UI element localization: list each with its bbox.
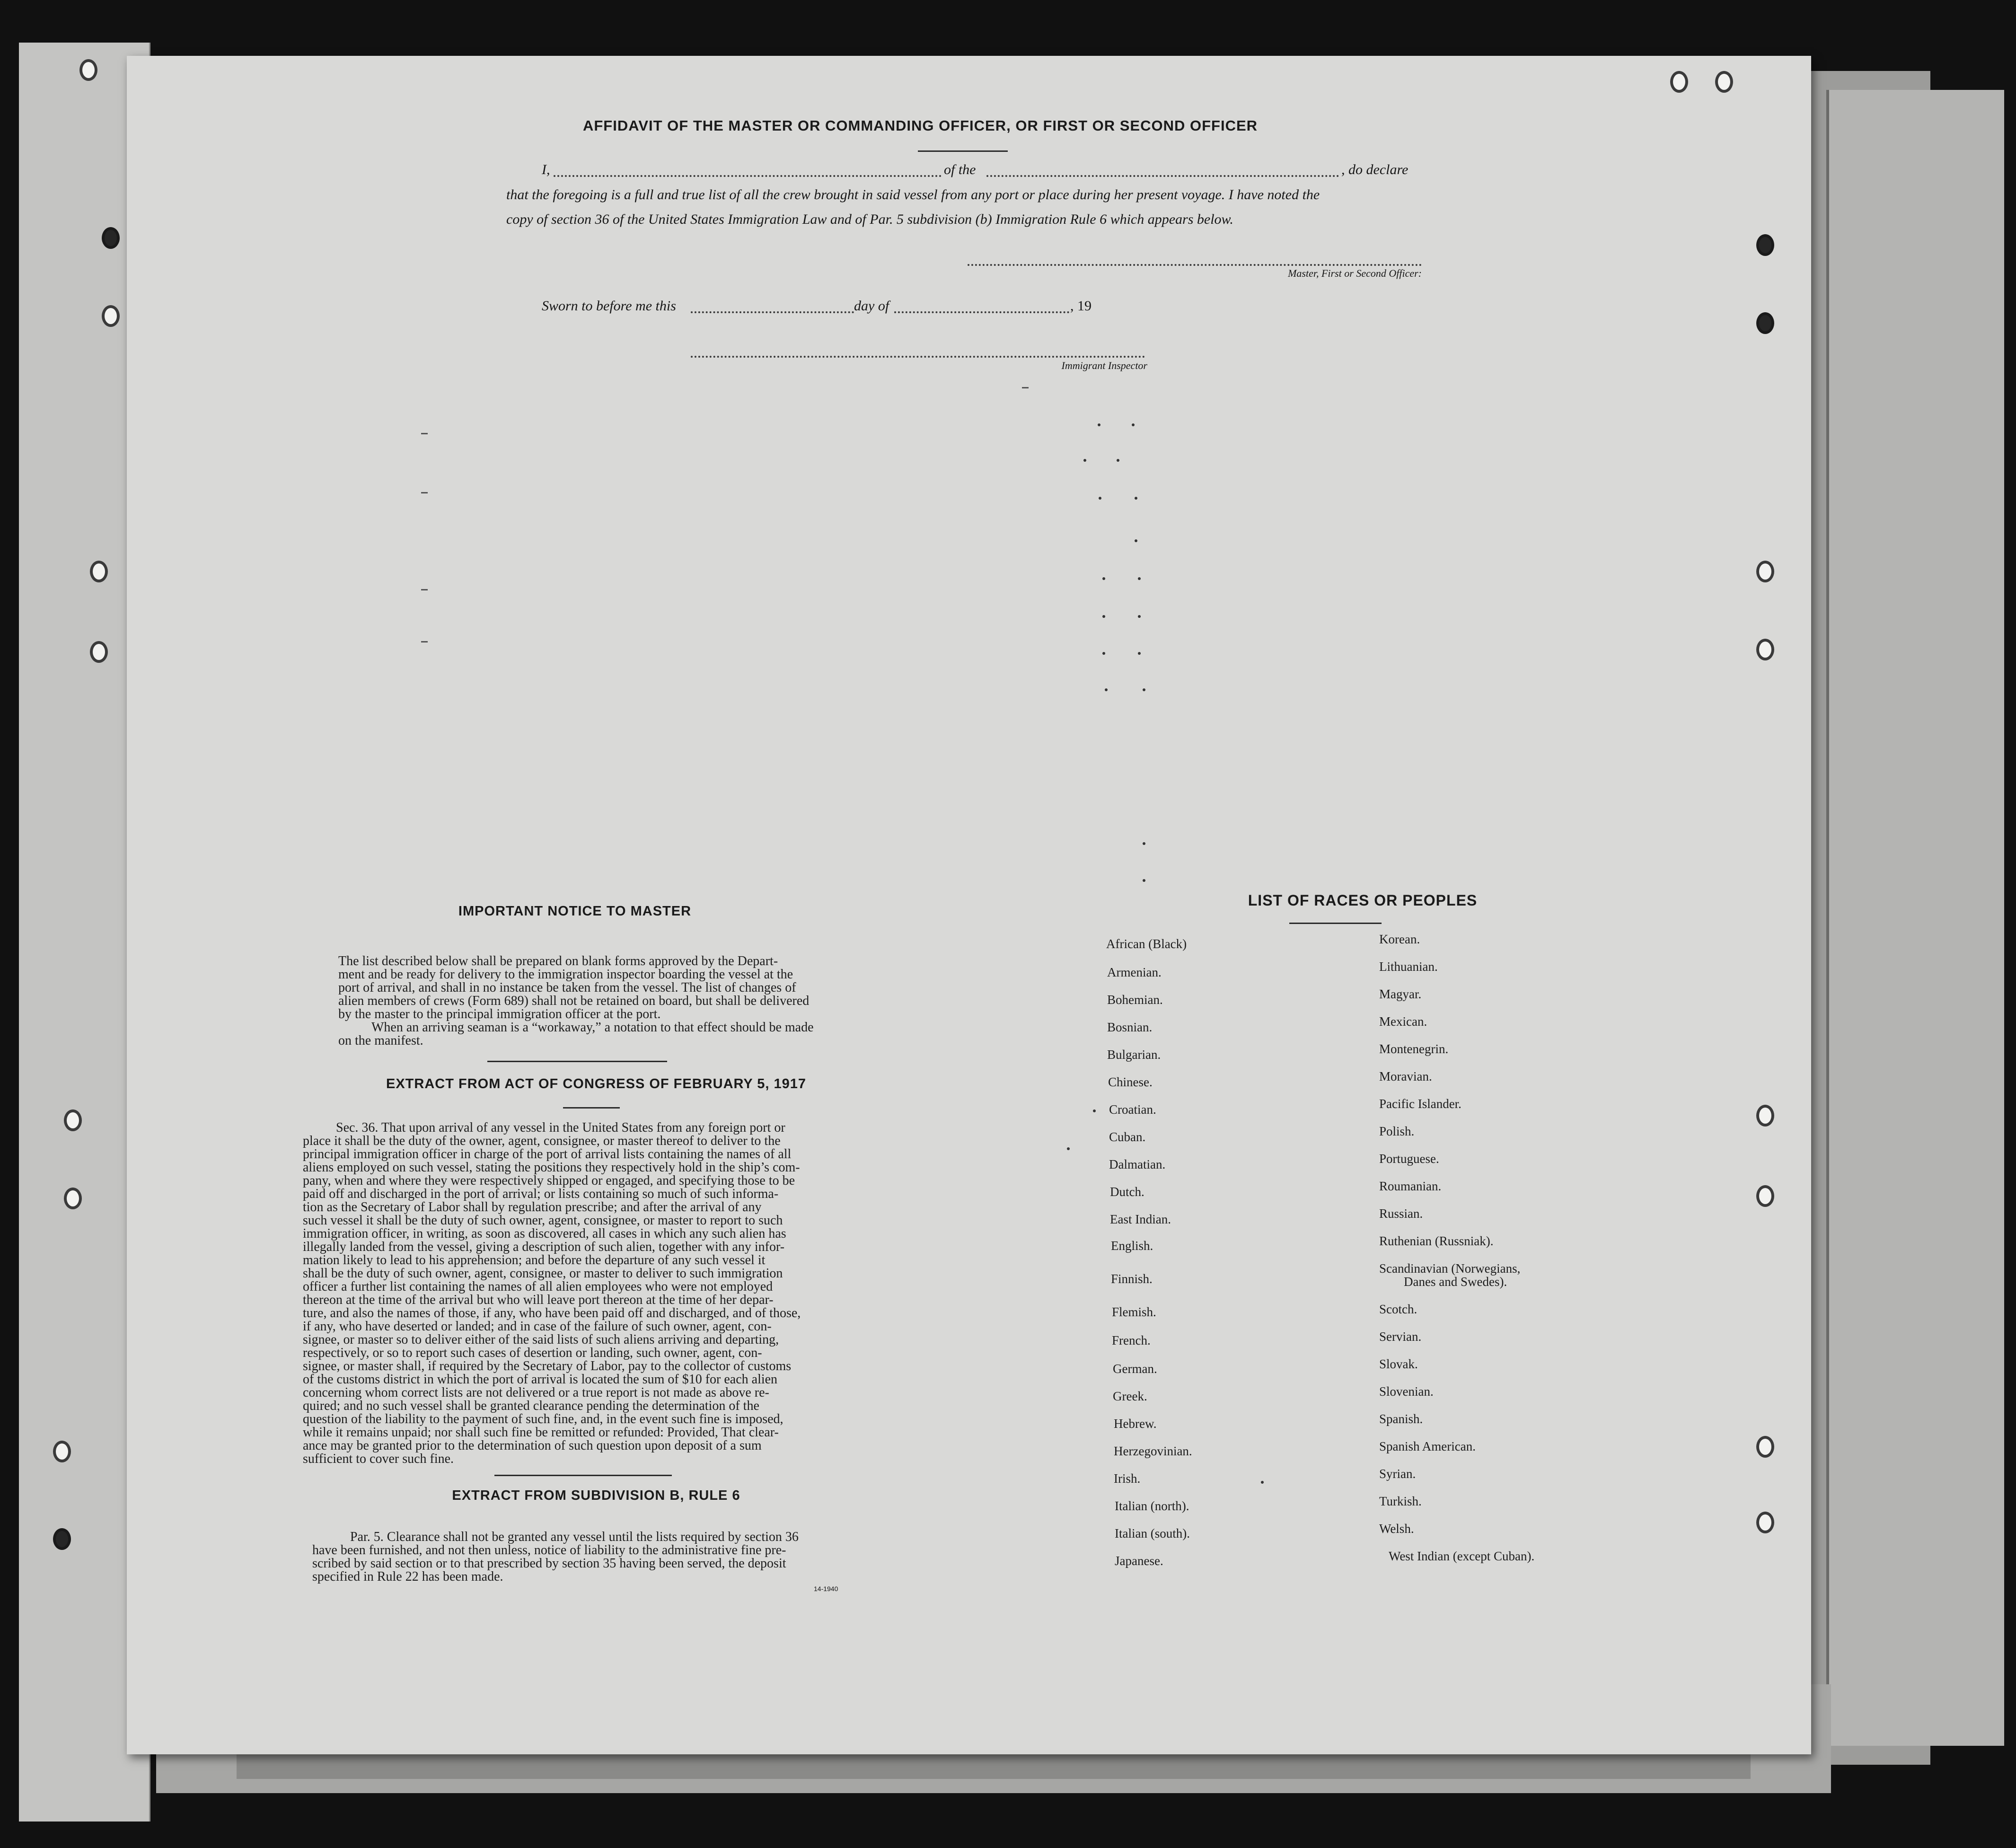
stray-mark bbox=[1067, 1147, 1070, 1150]
race-item: Portuguese. bbox=[1379, 1152, 1439, 1166]
race-item: Lithuanian. bbox=[1379, 959, 1438, 974]
extract-line: tion as the Secretary of Labor shall by regulation prescribe; and after the arrival of any bbox=[303, 1200, 762, 1214]
affidavit-line1-mid: of the bbox=[944, 162, 976, 177]
officer-signature-field[interactable] bbox=[968, 264, 1422, 266]
stray-mark bbox=[1102, 577, 1105, 580]
race-item: West Indian (except Cuban). bbox=[1389, 1549, 1535, 1563]
race-item: German. bbox=[1113, 1362, 1157, 1376]
vessel-name-field[interactable] bbox=[986, 175, 1339, 177]
stray-mark bbox=[1098, 423, 1100, 426]
form-number: 14-1940 bbox=[814, 1585, 838, 1593]
stray-mark bbox=[1132, 423, 1135, 426]
stray-mark bbox=[421, 433, 428, 434]
punch-hole bbox=[102, 227, 120, 249]
extract-line: thereon at the time of the arrival but who will leave port thereon at the time of her depar- bbox=[303, 1293, 774, 1307]
stray-mark bbox=[1093, 1109, 1096, 1112]
race-item: Danes and Swedes). bbox=[1404, 1275, 1507, 1289]
race-item: English. bbox=[1111, 1239, 1153, 1253]
race-item: Welsh. bbox=[1379, 1522, 1414, 1536]
master-name-field[interactable] bbox=[554, 175, 942, 177]
extract-line: ture, and also the names of those, if any, who have been paid off and discharged, and of those, bbox=[303, 1306, 801, 1320]
race-item: Mexican. bbox=[1379, 1014, 1427, 1029]
race-item: Cuban. bbox=[1109, 1130, 1146, 1144]
signature-label: Master, First or Second Officer: bbox=[1288, 267, 1422, 279]
race-item: Slovenian. bbox=[1379, 1384, 1434, 1399]
divider bbox=[918, 150, 1008, 152]
stray-mark bbox=[1102, 652, 1105, 655]
sworn-mid: day of bbox=[854, 298, 889, 314]
extract-line: concerning whom correct lists are not delivered or a true report is not made as above re- bbox=[303, 1385, 769, 1400]
affidavit-line2: that the foregoing is a full and true list of all the crew brought in said vessel from any port or place during her present voyage. I have noted the bbox=[506, 187, 1320, 202]
notice-line: by the master to the principal immigration officer at the port. bbox=[338, 1007, 661, 1021]
extract-line: question of the liability to the payment of such fine, and, in the event such fine is imposed, bbox=[303, 1412, 784, 1426]
race-item: Russian. bbox=[1379, 1206, 1423, 1221]
race-item: Irish. bbox=[1114, 1471, 1141, 1486]
race-item: Dutch. bbox=[1110, 1185, 1144, 1199]
race-item: Greek. bbox=[1113, 1389, 1147, 1403]
stray-mark bbox=[1099, 497, 1101, 500]
extract-line: respectively, or so to report such cases of desertion or landing, such owner, agent, con- bbox=[303, 1346, 762, 1360]
affidavit-title: AFFIDAVIT OF THE MASTER OR COMMANDING OFFICER, OR FIRST OR SECOND OFFICER bbox=[582, 117, 1258, 134]
stray-mark bbox=[1143, 688, 1145, 691]
notice-title: IMPORTANT NOTICE TO MASTER bbox=[458, 904, 692, 919]
stray-mark bbox=[1083, 459, 1086, 462]
extract-line: paid off and discharged in the port of arrival; or lists containing so much of such informa- bbox=[303, 1187, 779, 1201]
race-item: Polish. bbox=[1379, 1124, 1415, 1138]
race-item: Spanish. bbox=[1379, 1412, 1423, 1426]
extract-line: officer a further list containing the names of all alien employees who were not employed bbox=[303, 1279, 773, 1294]
punch-hole bbox=[1670, 71, 1688, 93]
race-item: Bohemian. bbox=[1107, 993, 1163, 1007]
inspector-signature-field[interactable] bbox=[691, 356, 1145, 358]
stray-mark bbox=[1138, 615, 1141, 618]
extract-line: have been furnished, and not then unless, notice of liability to the administrative fine pre- bbox=[312, 1543, 786, 1558]
stray-mark bbox=[1135, 497, 1137, 500]
race-item: Finnish. bbox=[1111, 1272, 1153, 1286]
punch-hole bbox=[1756, 1512, 1774, 1533]
race-item: Croatian. bbox=[1109, 1102, 1156, 1117]
race-item: Hebrew. bbox=[1114, 1417, 1157, 1431]
punch-hole bbox=[102, 305, 120, 327]
race-item: Scandinavian (Norwegians, bbox=[1379, 1261, 1521, 1276]
race-item: Syrian. bbox=[1379, 1467, 1416, 1481]
race-item: Chinese. bbox=[1108, 1075, 1153, 1089]
inspector-label: Immigrant Inspector bbox=[1061, 360, 1147, 371]
notice-line: The list described below shall be prepared on blank forms approved by the Depart- bbox=[338, 954, 778, 968]
notice-line: port of arrival, and shall in no instance be taken from the vessel. The list of changes of bbox=[338, 980, 796, 995]
races-left-column bbox=[1102, 937, 1348, 1571]
affidavit-line1-suffix: , do declare bbox=[1341, 162, 1409, 177]
punch-hole bbox=[1715, 71, 1733, 93]
extract-line: mation likely to lead to his apprehension; and before the departure of any such vessel it bbox=[303, 1253, 766, 1267]
race-item: Moravian. bbox=[1379, 1069, 1432, 1083]
race-item: Italian (north). bbox=[1115, 1499, 1189, 1513]
punch-hole bbox=[1756, 561, 1774, 582]
race-item: Magyar. bbox=[1379, 987, 1422, 1001]
extract-line: scribed by said section or to that prescribed by section 35 having been served, the deposit bbox=[312, 1556, 786, 1571]
divider bbox=[563, 1107, 620, 1109]
stray-mark bbox=[421, 589, 428, 590]
punch-hole bbox=[1756, 312, 1774, 334]
extract-line: while it remains unpaid; nor shall such fine be remitted or refunded: Provided, That clear- bbox=[303, 1425, 779, 1440]
extract2-body bbox=[312, 1531, 863, 1584]
race-item: Bulgarian. bbox=[1107, 1047, 1161, 1062]
divider bbox=[1289, 923, 1382, 924]
extract-line: place it shall be the duty of the owner, agent, consignee, or master thereof to deliver to the bbox=[303, 1134, 781, 1148]
stray-mark bbox=[1022, 387, 1029, 388]
punch-hole bbox=[1756, 639, 1774, 660]
sworn-prefix: Sworn to before me this bbox=[542, 298, 676, 314]
extract2-title: EXTRACT FROM SUBDIVISION B, RULE 6 bbox=[452, 1488, 740, 1503]
sworn-year-prefix: , 19 bbox=[1070, 298, 1092, 314]
punch-hole bbox=[64, 1188, 82, 1209]
notice-line: When an arriving seaman is a “workaway,” a notation to that effect should be made bbox=[371, 1020, 814, 1035]
race-item: Roumanian. bbox=[1379, 1179, 1442, 1193]
affidavit-line3: copy of section 36 of the United States Immigration Law and of Par. 5 subdivision (b) Immigration Rule 6 which appears below. bbox=[506, 211, 1233, 227]
stray-mark bbox=[1117, 459, 1119, 462]
punch-hole bbox=[1756, 234, 1774, 256]
extract-line: specified in Rule 22 has been made. bbox=[312, 1569, 503, 1584]
extract-line: pany, when and where they were respectively shipped or engaged, and specifying those to be bbox=[303, 1173, 795, 1188]
stray-mark bbox=[1138, 577, 1141, 580]
stray-mark bbox=[1135, 539, 1137, 542]
punch-hole bbox=[64, 1109, 82, 1131]
stray-mark bbox=[1105, 688, 1108, 691]
race-item: Korean. bbox=[1379, 932, 1420, 946]
race-item: African (Black) bbox=[1106, 937, 1187, 951]
race-item: Flemish. bbox=[1112, 1305, 1156, 1319]
punch-hole bbox=[53, 1528, 71, 1550]
extract-line: immigration officer, in writing, as soon as discovered, all cases in which any such alien has bbox=[303, 1226, 786, 1241]
notice-line: alien members of crews (Form 689) shall not be retained on board, but shall be delivered bbox=[338, 994, 810, 1008]
race-item: Bosnian. bbox=[1107, 1020, 1153, 1034]
race-item: Montenegrin. bbox=[1379, 1042, 1449, 1056]
extract1-title: EXTRACT FROM ACT OF CONGRESS OF FEBRUARY 5, 1917 bbox=[386, 1076, 807, 1091]
race-item: Armenian. bbox=[1107, 965, 1162, 979]
stray-mark bbox=[1143, 842, 1145, 845]
divider bbox=[494, 1475, 672, 1476]
race-item: Spanish American. bbox=[1379, 1439, 1476, 1453]
sworn-month-field[interactable] bbox=[894, 311, 1069, 313]
punch-hole bbox=[90, 561, 108, 582]
divider bbox=[487, 1061, 667, 1062]
extract-line: such vessel it shall be the duty of such owner, agent, consignee, or master to report to such bbox=[303, 1213, 783, 1228]
race-item: Italian (south). bbox=[1115, 1526, 1190, 1540]
sworn-day-field[interactable] bbox=[691, 311, 854, 313]
extract-line: Sec. 36. That upon arrival of any vessel in the United States from any foreign port or bbox=[336, 1120, 785, 1135]
extract-line: sufficient to cover such fine. bbox=[303, 1452, 454, 1466]
race-item: Herzegovinian. bbox=[1114, 1444, 1192, 1458]
race-item: East Indian. bbox=[1110, 1212, 1171, 1226]
extract-line: of the customs district in which the port of arrival is located the sum of $10 for each alien bbox=[303, 1372, 778, 1387]
races-right-column bbox=[1379, 932, 1625, 1566]
races-title: LIST OF RACES OR PEOPLES bbox=[1248, 892, 1478, 909]
extract-line: Par. 5. Clearance shall not be granted any vessel until the lists required by section 36 bbox=[350, 1530, 799, 1544]
extract-line: signee, or master shall, if required by the Secretary of Labor, pay to the collector of customs bbox=[303, 1359, 792, 1373]
race-item: Slovak. bbox=[1379, 1357, 1418, 1371]
punch-hole bbox=[1756, 1185, 1774, 1207]
notice-body bbox=[338, 955, 852, 1047]
extract1-body bbox=[303, 1121, 854, 1466]
stray-mark bbox=[1138, 652, 1141, 655]
race-item: Ruthenian (Russniak). bbox=[1379, 1234, 1494, 1248]
extract-line: aliens employed on such vessel, stating the positions they respectively hold in the ship’s com- bbox=[303, 1160, 800, 1175]
stray-mark bbox=[1143, 879, 1145, 882]
extract-line: shall be the duty of such owner, agent, consignee, or master to deliver to such immigration bbox=[303, 1266, 783, 1281]
stray-mark bbox=[1261, 1481, 1264, 1484]
notice-line: ment and be ready for delivery to the immigration inspector boarding the vessel at the bbox=[338, 967, 793, 982]
race-item: Servian. bbox=[1379, 1329, 1422, 1344]
race-item: Japanese. bbox=[1115, 1554, 1163, 1568]
back-page-stack-edge bbox=[1826, 90, 2004, 1746]
race-item: Dalmatian. bbox=[1109, 1157, 1166, 1171]
extract-line: quired; and no such vessel shall be granted clearance pending the determination of the bbox=[303, 1399, 759, 1413]
race-item: French. bbox=[1112, 1333, 1151, 1347]
punch-hole bbox=[1756, 1436, 1774, 1458]
extract-line: if any, who have deserted or landed; and in case of the failure of such owner, agent, con- bbox=[303, 1319, 772, 1334]
extract-line: ance may be granted prior to the determination of such question upon deposit of a sum bbox=[303, 1438, 762, 1453]
punch-hole bbox=[90, 641, 108, 663]
extract-line: signee, or master so to deliver either of the said lists of such aliens arriving and departing, bbox=[303, 1332, 779, 1347]
race-item: Turkish. bbox=[1379, 1494, 1422, 1508]
notice-line: on the manifest. bbox=[338, 1033, 423, 1048]
race-item: Scotch. bbox=[1379, 1302, 1417, 1316]
affidavit-line1-prefix: I, bbox=[542, 162, 550, 177]
punch-hole bbox=[1756, 1105, 1774, 1126]
stray-mark bbox=[1102, 615, 1105, 618]
stray-mark bbox=[421, 492, 428, 493]
punch-hole bbox=[53, 1441, 71, 1462]
stray-mark bbox=[421, 641, 428, 642]
extract-line: illegally landed from the vessel, giving a description of such alien, together with any infor- bbox=[303, 1240, 785, 1254]
race-item: Pacific Islander. bbox=[1379, 1097, 1461, 1111]
extract-line: principal immigration officer in charge of the port of arrival lists containing the names of all bbox=[303, 1147, 792, 1162]
punch-hole bbox=[79, 59, 97, 81]
